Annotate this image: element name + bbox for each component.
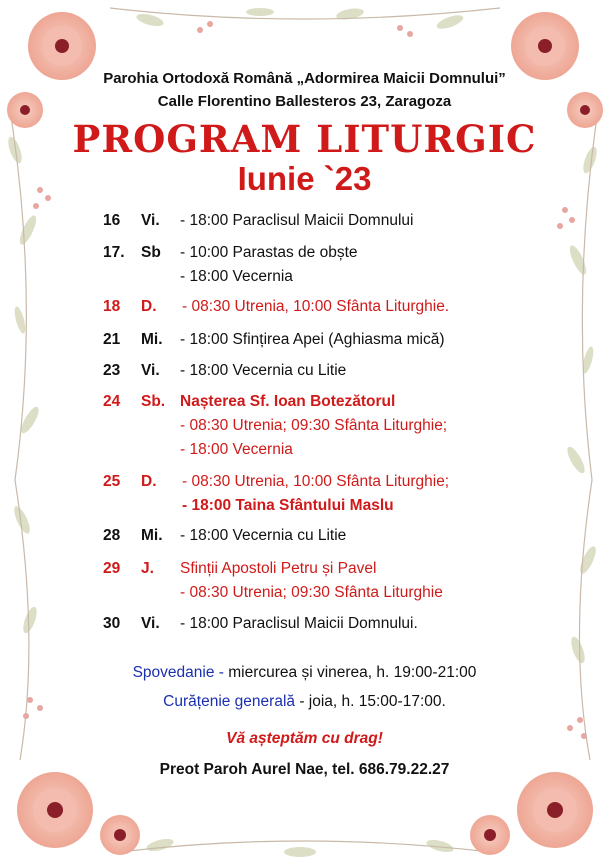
entry-day: D.: [141, 298, 157, 315]
entry-day: D.: [141, 473, 157, 490]
entry-date: 17.: [103, 244, 125, 261]
entry-line: - 18:00 Vecernia cu Litie: [180, 527, 347, 544]
entry-day: Sb.: [141, 393, 166, 410]
entry-line: - 18:00 Sfințirea Apei (Aghiasma mică): [180, 331, 445, 348]
entry-date: 16: [103, 212, 121, 229]
entry-day: Mi.: [141, 331, 163, 348]
parish-address: Calle Florentino Ballesteros 23, Zaragoza: [157, 93, 452, 110]
entry-date: 30: [103, 615, 121, 632]
entry-day: J.: [141, 560, 154, 577]
entry-line: - 18:00 Taina Sfântului Maslu: [182, 497, 394, 514]
confession-info: [0, 664, 609, 682]
entry-line: - 18:00 Paraclisul Maicii Domnului.: [180, 615, 418, 632]
entry-date: 28: [103, 527, 121, 544]
cleaning-text: - joia, h. 15:00-17:00.: [295, 693, 446, 710]
cleaning-info: [0, 693, 609, 711]
entry-date: 23: [103, 362, 121, 379]
entry-date: 29: [103, 560, 121, 577]
entry-line: - 18:00 Vecernia cu Litie: [180, 362, 347, 379]
entry-day: Vi.: [141, 615, 160, 632]
entry-date: 24: [103, 393, 121, 410]
confession-text: miercurea și vinerea, h. 19:00-21:00: [223, 664, 477, 681]
entry-line: - 08:30 Utrenia, 10:00 Sfânta Liturghie;: [182, 473, 450, 490]
welcome-message: Vă așteptăm cu drag!: [226, 730, 383, 747]
entry-line: - 08:30 Utrenia; 09:30 Sfânta Liturghie: [180, 584, 443, 601]
feast-title: Sfinții Apostoli Petru și Pavel: [180, 560, 377, 577]
priest-contact: Preot Paroh Aurel Nae, tel. 686.79.22.27: [159, 761, 450, 778]
entry-line: - 08:30 Utrenia; 09:30 Sfânta Liturghie;: [180, 417, 448, 434]
entry-line: - 18:00 Vecernia: [180, 268, 293, 285]
entry-date: 25: [103, 473, 121, 490]
page-title: PROGRAM LITURGIC: [72, 117, 537, 161]
cleaning-label: Curățenie generală: [163, 693, 296, 710]
month-subtitle: Iunie `23: [237, 160, 372, 197]
entry-line: - 18:00 Paraclisul Maicii Domnului: [180, 212, 414, 229]
entry-date: 21: [103, 331, 121, 348]
entry-line: - 18:00 Vecernia: [180, 441, 293, 458]
entry-date: 18: [103, 298, 121, 315]
entry-line: - 08:30 Utrenia, 10:00 Sfânta Liturghie.: [182, 298, 450, 315]
entry-day: Sb: [141, 244, 161, 261]
entry-day: Vi.: [141, 362, 160, 379]
feast-title: Nașterea Sf. Ioan Botezătorul: [180, 393, 396, 410]
confession-label: Spovedanie -: [132, 664, 224, 681]
entry-day: Vi.: [141, 212, 160, 229]
entry-line: - 10:00 Parastas de obște: [180, 244, 358, 261]
entry-day: Mi.: [141, 527, 163, 544]
parish-name: Parohia Ortodoxă Română „Adormirea Maicii Domnului”: [103, 70, 506, 87]
